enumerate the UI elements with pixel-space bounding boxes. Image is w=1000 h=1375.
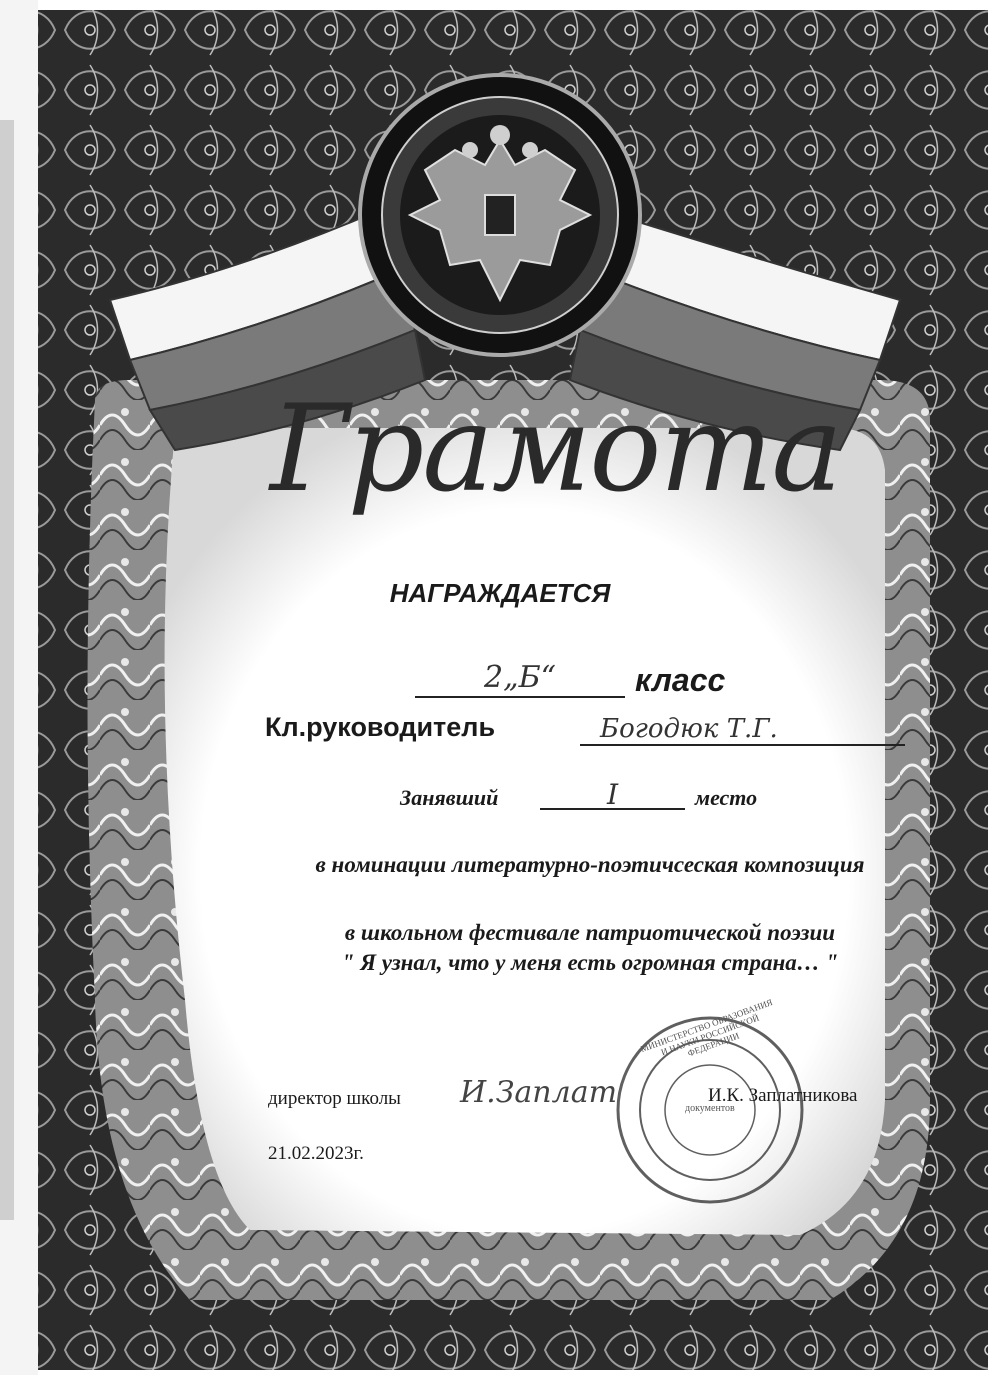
certificate-title <box>270 380 841 540</box>
issue-date: 21.02.2023г. <box>268 1143 364 1164</box>
place-prefix: Занявший <box>400 785 499 810</box>
teacher-label: Кл.руководитель <box>265 712 496 742</box>
stamp-text: МИНИСТЕРСТВО ОБРАЗОВАНИЯ И НАУКИ РОССИЙСКОЙ ФЕДЕРАЦИИ <box>639 997 774 1059</box>
director-signature: И.Заплат <box>460 1075 618 1110</box>
stamp-center-text: документов <box>685 1103 735 1114</box>
teacher-value: Богодюк Т.Г. <box>600 714 778 744</box>
director-name: И.К. Заплатникова <box>708 1085 858 1106</box>
class-underline <box>415 696 625 698</box>
teacher-field <box>580 712 905 746</box>
nomination-text: в номинации литературно-поэтичсеская композиция <box>315 852 865 877</box>
festival-text: в школьном фестивале патриотической поэзии <box>344 920 836 945</box>
place-value: I <box>606 778 619 811</box>
class-label: класс <box>635 662 726 698</box>
awarded-text: НАГРАЖДАЕТСЯ <box>389 578 611 608</box>
festival-name: " Я узнал, что у меня есть огромная страна… " <box>341 950 839 975</box>
class-field <box>415 660 625 698</box>
awarded-heading <box>300 578 700 609</box>
teacher-underline <box>580 744 905 746</box>
place-field <box>540 778 685 810</box>
director-label: директор школы <box>268 1088 401 1109</box>
double-headed-eagle-icon <box>360 75 640 355</box>
class-value: 2„Б“ <box>483 660 556 695</box>
place-suffix: место <box>695 785 758 810</box>
title-text: Грамота <box>270 380 841 519</box>
